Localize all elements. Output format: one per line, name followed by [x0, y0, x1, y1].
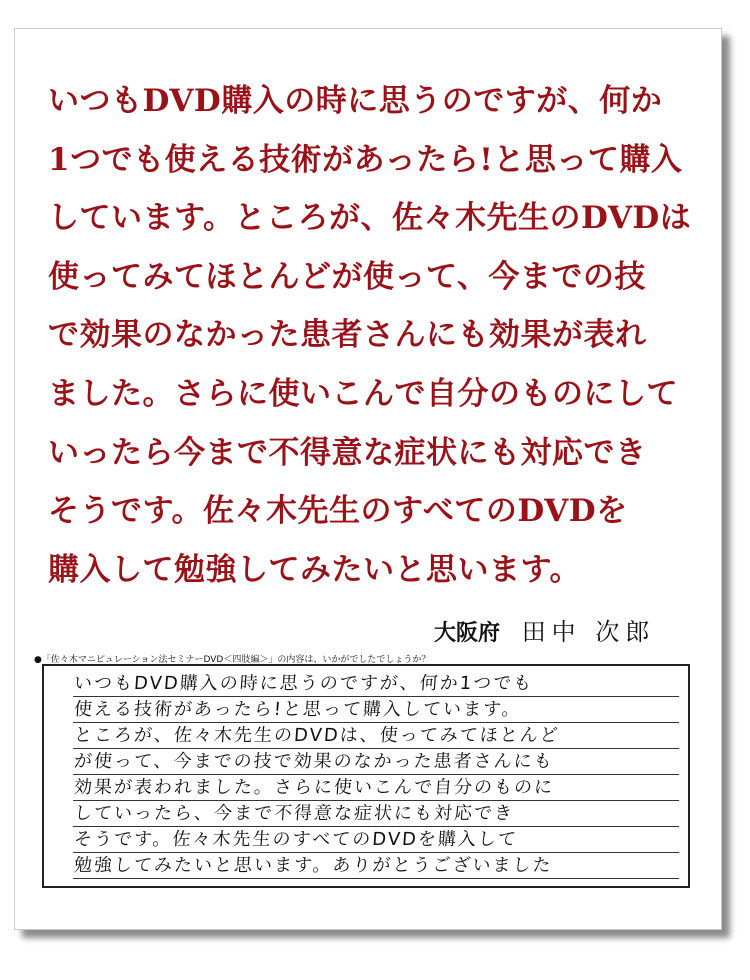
handwritten-line: 勉強してみたいと思います。ありがとうございました — [73, 852, 681, 879]
handwritten-line: いつもDVD購入の時に思うのですが、何か1つでも — [73, 670, 681, 697]
testimonial-line: ました。さらに使いこんで自分のものにして — [48, 375, 678, 412]
handwritten-line: していったら、今まで不得意な症状にも対応でき — [73, 800, 681, 827]
testimonial-line: いったら今まで不得意な症状にも対応でき — [48, 434, 647, 471]
survey-question: ●「佐々木マニピュレーション法セミナーDVD＜四肢編＞」の内容は、いかがでしたでしょうか？ — [34, 655, 431, 665]
testimonial-line: で効果のなかった患者さんにも効果が表れ — [48, 317, 647, 354]
handwritten-line: が使って、今までの技で効果のなかった患者さんにも — [73, 748, 681, 775]
handwritten-line: 効果が表われました。さらに使いこんで自分のものに — [73, 774, 681, 801]
testimonial-line: そうです。佐々木先生のすべてのDVDを — [48, 493, 628, 530]
testimonial-text — [48, 72, 692, 599]
testimonial-line: 1つでも使える技術があったら!と思って購入 — [48, 141, 683, 178]
testimonial-line: しています。ところが、佐々木先生のDVDは — [48, 200, 692, 237]
handwritten-line: そうです。佐々木先生のすべてのDVDを購入して — [73, 826, 681, 853]
scanned-survey — [34, 652, 694, 898]
testimonial-line: 使ってみてほとんどが使って、今までの技 — [48, 258, 646, 295]
signature — [434, 612, 655, 647]
signature-name: 田中 次郎 — [521, 618, 656, 646]
handwritten-answer-box — [42, 664, 690, 888]
testimonial-line: いつもDVD購入の時に思うのですが、何か — [48, 83, 663, 119]
handwritten-line: 使える技術があったら!と思って購入しています。 — [73, 696, 681, 723]
signature-location: 大阪府 — [434, 620, 501, 646]
handwritten-line: ところが、佐々木先生のDVDは、使ってみてほとんど — [73, 722, 681, 749]
testimonial-line: 購入して勉強してみたいと思います。 — [48, 551, 582, 588]
